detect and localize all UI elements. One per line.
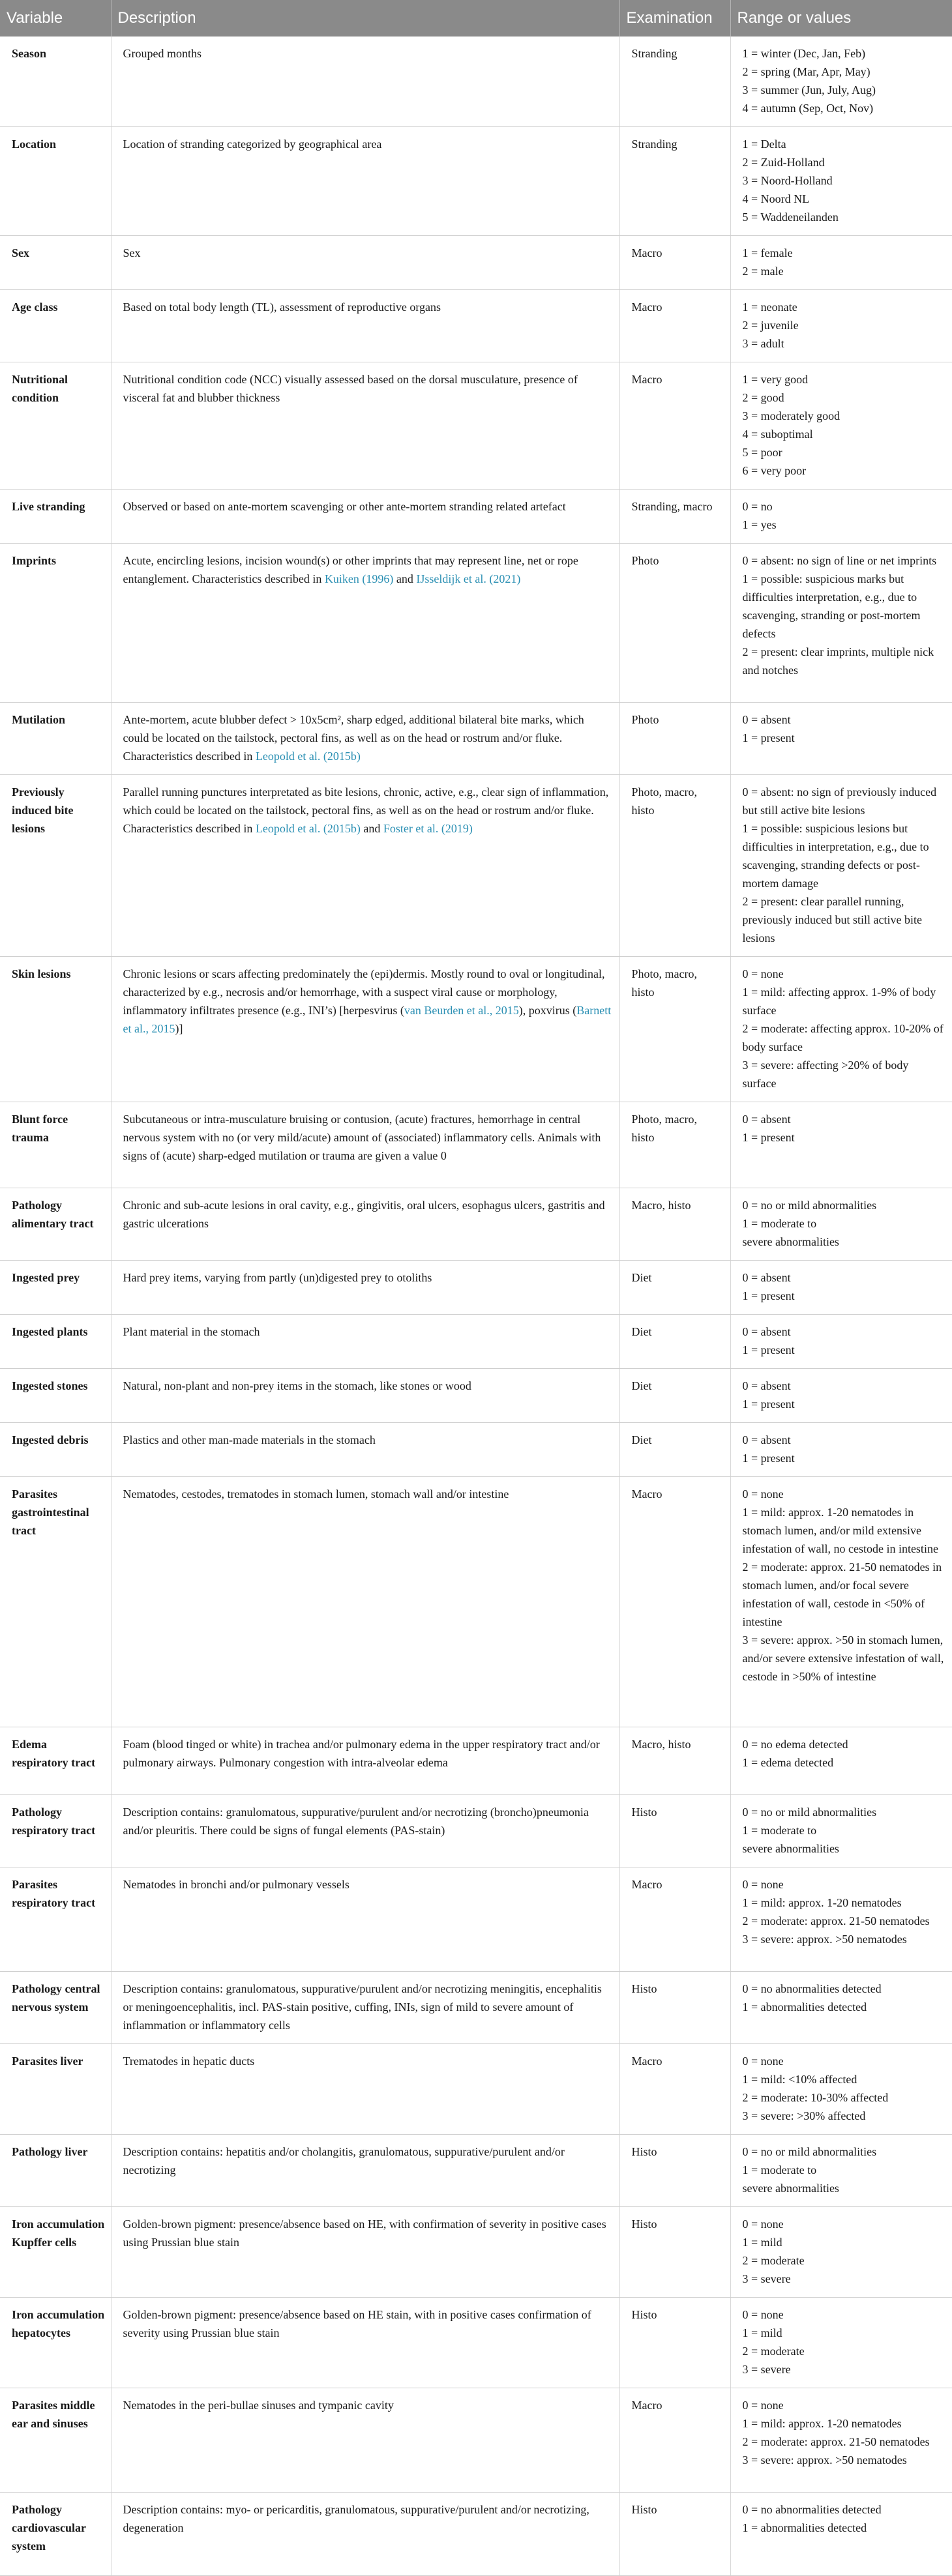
header-range: Range or values: [730, 0, 952, 37]
value-line: 1 = moderate to: [742, 1217, 817, 1230]
value-line: 2 = moderate: approx. 21-50 nematodes in stomach lumen, and/or focal severe infestation of wall, cestode in <50% of intestine: [742, 1560, 942, 1628]
value-line: 1 = moderate to: [742, 1824, 817, 1837]
value-line: 1 = possible: suspicious lesions but difficulties in interpretation, e.g., due to scavenging, stranding defects or post-mortem damage: [742, 822, 929, 890]
value-line: 1 = mild: approx. 1-20 nematodes: [742, 2417, 902, 2430]
description-cell: [111, 490, 619, 544]
variable-cell: Ingested plants: [0, 1315, 111, 1369]
description-text: Chronic and sub-acute lesions in oral cavity, e.g., gingivitis, oral ulcers, esophagus ulcers, gastritis and gastric ulcerations: [123, 1199, 605, 1230]
value-line: 1 = very good: [742, 373, 809, 386]
description-cell: [111, 1188, 619, 1261]
description-cell: [111, 1972, 619, 2044]
description-cell: [111, 2135, 619, 2207]
values-cell: [730, 2135, 952, 2207]
description-text: ), poxvirus (: [518, 1004, 577, 1017]
table-row: [0, 1727, 952, 1795]
description-cell: [111, 236, 619, 290]
examination-cell: Macro: [619, 2388, 730, 2493]
table-row: [0, 2044, 952, 2135]
value-line: 1 = mild: <10% affected: [742, 2073, 857, 2086]
examination-cell: Histo: [619, 1795, 730, 1867]
description-text: Plant material in the stomach: [123, 1325, 260, 1338]
examination-cell: Macro: [619, 1477, 730, 1727]
examination-cell: Macro: [619, 2044, 730, 2135]
examination-cell: Diet: [619, 1261, 730, 1315]
description-text: Sex: [123, 246, 141, 259]
description-text: Based on total body length (TL), assessment of reproductive organs: [123, 300, 441, 314]
value-line: 0 = none: [742, 2308, 784, 2321]
description-cell: [111, 362, 619, 490]
description-text: Hard prey items, varying from partly (un)digested prey to otoliths: [123, 1271, 432, 1284]
examination-cell: Diet: [619, 1315, 730, 1369]
description-cell: [111, 1795, 619, 1867]
variable-cell: Sex: [0, 236, 111, 290]
description-cell: [111, 2493, 619, 2576]
description-cell: [111, 1477, 619, 1727]
description-cell: [111, 1315, 619, 1369]
description-text: Observed or based on ante-mortem scavenging or other ante-mortem stranding related artefact: [123, 500, 566, 513]
examination-cell: Macro: [619, 1867, 730, 1972]
table-row: [0, 957, 952, 1102]
examination-cell: Histo: [619, 2298, 730, 2388]
value-line: 3 = Noord-Holland: [742, 174, 833, 187]
citation-link[interactable]: van Beurden et al., 2015: [404, 1004, 519, 1017]
examination-cell: Histo: [619, 2493, 730, 2576]
variable-cell: Location: [0, 127, 111, 236]
examination-cell: Histo: [619, 1972, 730, 2044]
value-line: 1 = mild: [742, 2326, 782, 2339]
value-line: 1 = present: [742, 731, 795, 744]
variable-cell: Imprints: [0, 544, 111, 703]
variable-cell: Blunt force trauma: [0, 1102, 111, 1188]
variable-cell: Ingested debris: [0, 1423, 111, 1477]
value-line: 0 = absent: no sign of line or net imprints: [742, 554, 937, 567]
description-text: )]: [175, 1022, 183, 1035]
description-cell: [111, 2044, 619, 2135]
table-row: [0, 2493, 952, 2576]
values-cell: [730, 1315, 952, 1369]
value-line: 1 = present: [742, 1131, 795, 1144]
description-text: and: [393, 572, 417, 585]
table-row: [0, 703, 952, 775]
value-line: 6 = very poor: [742, 464, 807, 477]
value-line: 0 = none: [742, 2055, 784, 2068]
value-line: 3 = adult: [742, 337, 784, 350]
values-cell: [730, 544, 952, 703]
values-cell: [730, 1102, 952, 1188]
table-row: [0, 362, 952, 490]
examination-cell: Photo, macro, histo: [619, 775, 730, 957]
value-line: 3 = severe: >30% affected: [742, 2109, 866, 2122]
table-row: [0, 1315, 952, 1369]
values-cell: [730, 957, 952, 1102]
values-cell: [730, 1477, 952, 1727]
description-cell: [111, 2298, 619, 2388]
values-cell: [730, 127, 952, 236]
value-line: 0 = none: [742, 967, 784, 980]
variable-cell: Edema respiratory tract: [0, 1727, 111, 1795]
examination-cell: Diet: [619, 1369, 730, 1423]
description-text: Ante-mortem, acute blubber defect > 10x5cm², sharp edged, additional bilateral bite marks, which could be located on the tailstock, pectoral fins, as well as on the head or rostrum and/or fluke. Characteristics described in: [123, 713, 584, 763]
examination-cell: Macro: [619, 236, 730, 290]
table-row: [0, 490, 952, 544]
examination-cell: Macro, histo: [619, 1727, 730, 1795]
header-variable: Variable: [0, 0, 111, 37]
examination-cell: Photo, macro, histo: [619, 957, 730, 1102]
table-row: [0, 1369, 952, 1423]
table-row: [0, 1423, 952, 1477]
examination-cell: Stranding: [619, 37, 730, 127]
description-cell: [111, 1102, 619, 1188]
examination-cell: Stranding: [619, 127, 730, 236]
description-text: Parallel running punctures interpretated as bite lesions, chronic, active, e.g., clear sign of inflammation, which could be located on the tailstock, pectoral fins, as well as on the head or rostrum and/or fluke. Characteristics described in: [123, 785, 609, 835]
table-row: [0, 2207, 952, 2298]
value-line: 1 = yes: [742, 518, 777, 531]
citation-link[interactable]: Leopold et al. (2015b): [255, 822, 361, 835]
value-line: 3 = summer (Jun, July, Aug): [742, 83, 876, 96]
table-body: [0, 37, 952, 2576]
value-line: 0 = none: [742, 1878, 784, 1891]
value-line: 1 = edema detected: [742, 1756, 834, 1769]
value-line: 3 = severe: [742, 2272, 791, 2285]
description-text: Plastics and other man-made materials in the stomach: [123, 1433, 376, 1446]
variable-cell: Pathology liver: [0, 2135, 111, 2207]
description-text: Description contains: myo- or pericarditis, granulomatous, suppurative/purulent and/or necrotizing, degeneration: [123, 2503, 589, 2534]
description-cell: [111, 1867, 619, 1972]
value-line: 0 = absent: [742, 1271, 791, 1284]
variable-cell: Mutilation: [0, 703, 111, 775]
values-cell: [730, 236, 952, 290]
description-cell: [111, 957, 619, 1102]
examination-cell: Macro: [619, 362, 730, 490]
description-text: Description contains: granulomatous, suppurative/purulent and/or necrotizing meningitis, encephalitis or meningoencephalitis, incl. PAS-stain positive, cuffing, INIs, sign of mild to severe amount of inflammation or inflammatory cells: [123, 1982, 602, 2032]
variable-cell: Parasites liver: [0, 2044, 111, 2135]
values-cell: [730, 362, 952, 490]
value-line: severe abnormalities: [742, 2182, 839, 2195]
examination-cell: Photo: [619, 703, 730, 775]
values-cell: [730, 37, 952, 127]
value-line: 0 = no abnormalities detected: [742, 1982, 882, 1995]
examination-cell: Macro, histo: [619, 1188, 730, 1261]
variable-cell: Skin lesions: [0, 957, 111, 1102]
description-text: Location of stranding categorized by geographical area: [123, 138, 382, 151]
values-cell: [730, 1867, 952, 1972]
table-row: [0, 2135, 952, 2207]
value-line: 2 = moderate: approx. 21-50 nematodes: [742, 1914, 930, 1927]
value-line: 5 = poor: [742, 446, 782, 459]
value-line: 4 = Noord NL: [742, 192, 810, 205]
table-row: [0, 2298, 952, 2388]
value-line: 0 = absent: no sign of previously induced but still active bite lesions: [742, 785, 937, 817]
description-text: Description contains: granulomatous, suppurative/purulent and/or necrotizing (broncho)pneumonia and/or pleuritis. There could be signs of fungal elements (PAS-stain): [123, 1806, 589, 1837]
table-row: [0, 1795, 952, 1867]
value-line: 2 = moderate: 10-30% affected: [742, 2091, 889, 2104]
value-line: 2 = moderate: [742, 2345, 805, 2358]
values-cell: [730, 290, 952, 362]
value-line: 1 = possible: suspicious marks but difficulties interpretation, e.g., due to scavenging, stranding or post-mortem defects: [742, 572, 921, 640]
description-text: Nematodes in bronchi and/or pulmonary vessels: [123, 1878, 350, 1891]
description-cell: [111, 1369, 619, 1423]
examination-cell: Photo: [619, 544, 730, 703]
table-row: [0, 236, 952, 290]
value-line: 2 = Zuid-Holland: [742, 156, 825, 169]
description-cell: [111, 1727, 619, 1795]
variable-cell: Pathology central nervous system: [0, 1972, 111, 2044]
table-row: [0, 1188, 952, 1261]
value-line: 2 = juvenile: [742, 319, 799, 332]
value-line: 0 = no abnormalities detected: [742, 2503, 882, 2516]
value-line: 1 = winter (Dec, Jan, Feb): [742, 47, 866, 60]
description-cell: [111, 2388, 619, 2493]
value-line: 2 = good: [742, 391, 784, 404]
value-line: 1 = mild: approx. 1-20 nematodes: [742, 1896, 902, 1909]
table-header: [0, 0, 952, 37]
variable-cell: Previously induced bite lesions: [0, 775, 111, 957]
value-line: 1 = mild: [742, 2236, 782, 2249]
values-cell: [730, 2044, 952, 2135]
table-row: [0, 1261, 952, 1315]
variable-cell: Parasites middle ear and sinuses: [0, 2388, 111, 2493]
description-text: and: [360, 822, 383, 835]
variable-cell: Pathology respiratory tract: [0, 1795, 111, 1867]
table-row: [0, 2388, 952, 2493]
values-cell: [730, 1423, 952, 1477]
values-cell: [730, 1727, 952, 1795]
examination-cell: Photo, macro, histo: [619, 1102, 730, 1188]
description-text: Subcutaneous or intra-musculature bruising or contusion, (acute) fractures, hemorrhage in central nervous system with no (or very mild/acute) amount of (associated) inflammatory cells. Animals with signs of (acute) sharp-edged mutilation or trauma are given a value 0: [123, 1113, 601, 1162]
value-line: 5 = Waddeneilanden: [742, 211, 839, 224]
description-text: Natural, non-plant and non-prey items in the stomach, like stones or wood: [123, 1379, 471, 1392]
value-line: 4 = suboptimal: [742, 428, 813, 441]
values-cell: [730, 1972, 952, 2044]
table-row: [0, 775, 952, 957]
value-line: 1 = Delta: [742, 138, 786, 151]
value-line: 1 = present: [742, 1398, 795, 1411]
value-line: 0 = no or mild abnormalities: [742, 1199, 877, 1212]
values-cell: [730, 2388, 952, 2493]
value-line: 0 = none: [742, 2399, 784, 2412]
citation-link[interactable]: Barnett et al., 2015: [123, 1004, 612, 1035]
variable-cell: Iron accumulation Kupffer cells: [0, 2207, 111, 2298]
value-line: 3 = severe: approx. >50 nematodes: [742, 2453, 907, 2466]
value-line: 2 = moderate: affecting approx. 10-20% of body surface: [742, 1022, 944, 1053]
variable-cell: Pathology cardiovascular system: [0, 2493, 111, 2576]
description-text: Acute, encircling lesions, incision wound(s) or other imprints that may represent line, net or rope entanglement. Characteristics described in: [123, 554, 578, 585]
citation-link[interactable]: Foster et al. (2019): [383, 822, 473, 835]
description-cell: [111, 37, 619, 127]
value-line: 2 = moderate: [742, 2254, 805, 2267]
table-row: [0, 1867, 952, 1972]
value-line: 2 = present: clear parallel running, previously induced but still active bite lesions: [742, 895, 922, 944]
value-line: 0 = no or mild abnormalities: [742, 2145, 877, 2158]
value-line: 3 = severe: approx. >50 nematodes: [742, 1933, 907, 1946]
value-line: 2 = moderate: approx. 21-50 nematodes: [742, 2435, 930, 2448]
description-text: Nematodes, cestodes, trematodes in stomach lumen, stomach wall and/or intestine: [123, 1487, 509, 1500]
description-text: Trematodes in hepatic ducts: [123, 2055, 255, 2068]
value-line: 0 = absent: [742, 1433, 791, 1446]
variable-cell: Ingested prey: [0, 1261, 111, 1315]
citation-link[interactable]: Kuiken (1996): [324, 572, 394, 585]
variable-cell: Live stranding: [0, 490, 111, 544]
value-line: 1 = abnormalities detected: [742, 2521, 867, 2534]
value-line: 0 = absent: [742, 713, 791, 726]
value-line: 3 = severe: [742, 2363, 791, 2376]
description-text: Foam (blood tinged or white) in trachea and/or pulmonary edema in the upper respiratory tract and/or pulmonary airways. Pulmonary congestion with intra-alveolar edema: [123, 1738, 600, 1769]
value-line: 2 = present: clear imprints, multiple nick and notches: [742, 645, 934, 677]
description-cell: [111, 1261, 619, 1315]
values-cell: [730, 2493, 952, 2576]
value-line: 0 = no or mild abnormalities: [742, 1806, 877, 1819]
description-text: Golden-brown pigment: presence/absence based on HE, with confirmation of severity in positive cases using Prussian blue stain: [123, 2217, 606, 2249]
table-row: [0, 1972, 952, 2044]
values-cell: [730, 703, 952, 775]
table-row: [0, 290, 952, 362]
table-row: [0, 127, 952, 236]
description-text: Description contains: hepatitis and/or cholangitis, granulomatous, suppurative/purulent and/or necrotizing: [123, 2145, 565, 2176]
value-line: 3 = severe: affecting >20% of body surface: [742, 1059, 909, 1090]
value-line: 1 = mild: approx. 1-20 nematodes in stomach lumen, and/or mild extensive infestation of wall, no cestode in intestine: [742, 1506, 938, 1555]
variable-cell: Parasites gastrointestinal tract: [0, 1477, 111, 1727]
description-text: Grouped months: [123, 47, 201, 60]
table-row: [0, 1102, 952, 1188]
values-cell: [730, 1369, 952, 1423]
description-cell: [111, 1423, 619, 1477]
description-text: Nutritional condition code (NCC) visually assessed based on the dorsal musculature, presence of visceral fat and blubber thickness: [123, 373, 578, 404]
variable-cell: Pathology alimentary tract: [0, 1188, 111, 1261]
variable-cell: Iron accumulation hepatocytes: [0, 2298, 111, 2388]
value-line: 1 = present: [742, 1343, 795, 1356]
value-line: 3 = severe: approx. >50 in stomach lumen, and/or severe extensive infestation of wall, cestode in >50% of intestine: [742, 1633, 944, 1683]
value-line: 4 = autumn (Sep, Oct, Nov): [742, 102, 874, 115]
value-line: 1 = present: [742, 1289, 795, 1302]
value-line: 1 = moderate to: [742, 2163, 817, 2176]
value-line: 1 = female: [742, 246, 793, 259]
values-cell: [730, 1795, 952, 1867]
value-line: 0 = none: [742, 1487, 784, 1500]
header-row: [0, 0, 952, 37]
variable-cell: Ingested stones: [0, 1369, 111, 1423]
value-line: 1 = neonate: [742, 300, 797, 314]
description-cell: [111, 290, 619, 362]
examination-cell: Diet: [619, 1423, 730, 1477]
description-text: Chronic lesions or scars affecting predominately the (epi)dermis. Mostly round to oval or longitudinal, characterized by e.g., necrosis and/or hemorrhage, with a suspect viral cause or morphology, inflammatory infiltrates presence (e.g., INI’s) [herpesvirus (: [123, 967, 605, 1017]
variable-cell: Nutritional condition: [0, 362, 111, 490]
value-line: 0 = no: [742, 500, 773, 513]
table-row: [0, 544, 952, 703]
values-cell: [730, 1188, 952, 1261]
description-text: Nematodes in the peri-bullae sinuses and tympanic cavity: [123, 2399, 394, 2412]
values-cell: [730, 1261, 952, 1315]
values-cell: [730, 775, 952, 957]
description-cell: [111, 127, 619, 236]
examination-cell: Stranding, macro: [619, 490, 730, 544]
value-line: 0 = absent: [742, 1379, 791, 1392]
value-line: severe abnormalities: [742, 1842, 839, 1855]
table-row: [0, 37, 952, 127]
examination-cell: Macro: [619, 290, 730, 362]
examination-cell: Histo: [619, 2135, 730, 2207]
value-line: 0 = absent: [742, 1113, 791, 1126]
value-line: 0 = no edema detected: [742, 1738, 848, 1751]
values-cell: [730, 2207, 952, 2298]
value-line: severe abnormalities: [742, 1235, 839, 1248]
citation-link[interactable]: Leopold et al. (2015b): [255, 750, 361, 763]
description-cell: [111, 2207, 619, 2298]
description-cell: [111, 703, 619, 775]
header-description: Description: [111, 0, 619, 37]
description-cell: [111, 775, 619, 957]
examination-cell: Histo: [619, 2207, 730, 2298]
value-line: 0 = none: [742, 2217, 784, 2231]
description-cell: [111, 544, 619, 703]
variable-cell: Parasites respiratory tract: [0, 1867, 111, 1972]
description-text: Golden-brown pigment: presence/absence based on HE stain, with in positive cases confirmation of severity using Prussian blue stain: [123, 2308, 591, 2339]
value-line: 2 = male: [742, 265, 784, 278]
value-line: 1 = mild: affecting approx. 1-9% of body surface: [742, 986, 936, 1017]
value-line: 0 = absent: [742, 1325, 791, 1338]
value-line: 1 = present: [742, 1452, 795, 1465]
variable-cell: Age class: [0, 290, 111, 362]
table-row: [0, 1477, 952, 1727]
values-cell: [730, 2298, 952, 2388]
value-line: 3 = moderately good: [742, 409, 840, 422]
citation-link[interactable]: IJsseldijk et al. (2021): [416, 572, 521, 585]
value-line: 2 = spring (Mar, Apr, May): [742, 65, 870, 78]
variable-cell: Season: [0, 37, 111, 127]
values-cell: [730, 490, 952, 544]
header-examination: Examination: [619, 0, 730, 37]
value-line: 1 = abnormalities detected: [742, 2000, 867, 2013]
